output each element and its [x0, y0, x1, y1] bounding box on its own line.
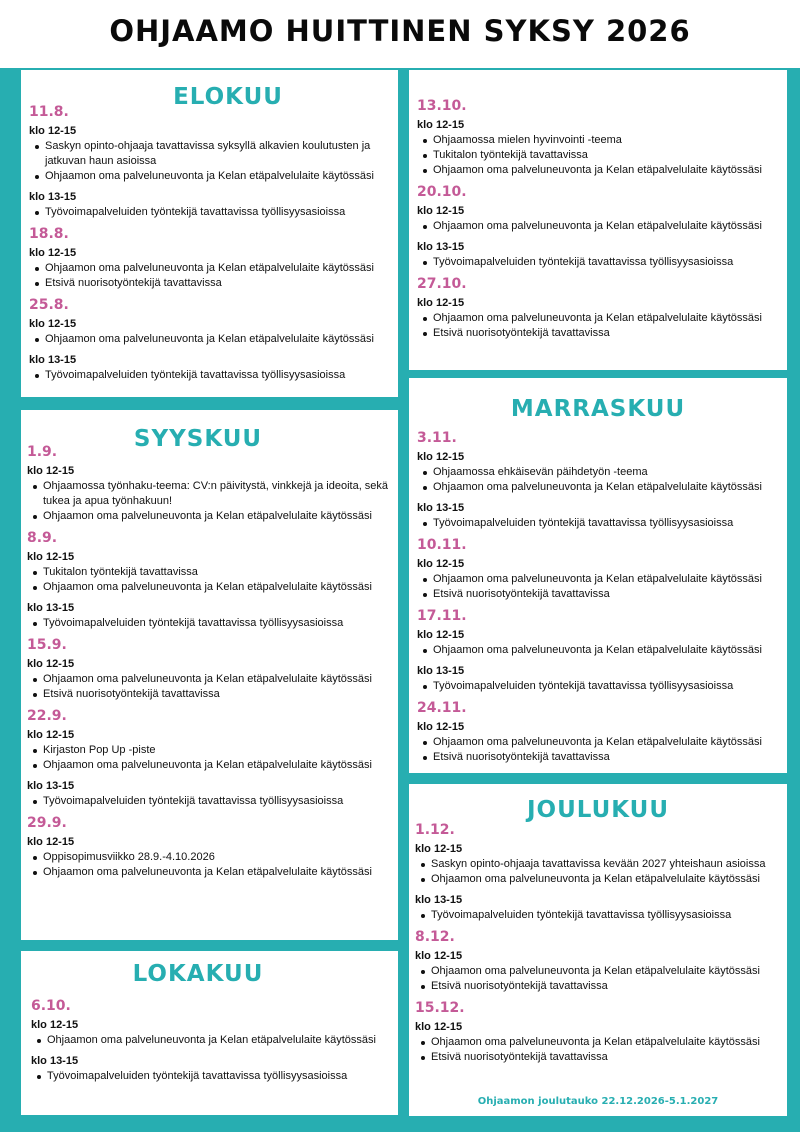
event-item: Etsivä nuorisotyöntekijä tavattavissa — [433, 750, 781, 765]
time-slot — [415, 1020, 781, 1065]
event-item: Ohjaamossa ehkäisevän päihdetyön -teema — [433, 465, 781, 480]
day-block — [29, 297, 391, 383]
time-slot — [417, 557, 781, 602]
time-slot — [31, 1018, 376, 1048]
event-list — [27, 616, 391, 631]
event-list — [29, 261, 391, 291]
time-label: klo 12-15 — [29, 247, 77, 259]
event-item: Ohjaamon oma palveluneuvonta ja Kelan etäpalvelulaite käytössäsi — [431, 872, 781, 887]
time-slot — [415, 949, 781, 994]
event-item: Ohjaamossa mielen hyvinvointi -teema — [433, 133, 781, 148]
time-slot — [27, 779, 391, 809]
events-elokuu — [29, 100, 391, 389]
page-title: OHJAAMO HUITTINEN SYKSY 2026 — [109, 14, 691, 48]
time-label: klo 12-15 — [417, 558, 465, 570]
event-item: Ohjaamon oma palveluneuvonta ja Kelan etäpalvelulaite käytössäsi — [43, 580, 391, 595]
time-label: klo 13-15 — [31, 1055, 79, 1067]
event-item: Ohjaamon oma palveluneuvonta ja Kelan etäpalvelulaite käytössäsi — [43, 672, 391, 687]
event-item: Etsivä nuorisotyöntekijä tavattavissa — [431, 1050, 781, 1065]
day-block — [417, 276, 781, 341]
event-item: Etsivä nuorisotyöntekijä tavattavissa — [431, 979, 781, 994]
event-item: Ohjaamon oma palveluneuvonta ja Kelan etäpalvelulaite käytössäsi — [47, 1034, 376, 1046]
date-heading: 8.9. — [27, 530, 58, 546]
event-item: Ohjaamon oma palveluneuvonta ja Kelan etäpalvelulaite käytössäsi — [433, 572, 781, 587]
time-slot — [417, 628, 781, 658]
time-slot — [29, 124, 391, 184]
date-heading: 6.10. — [31, 998, 71, 1014]
holiday-break-note: Ohjaamon joulutauko 22.12.2026-5.1.2027 — [477, 1096, 719, 1107]
date-heading: 20.10. — [417, 184, 467, 200]
events-lokakuu-continued — [417, 94, 781, 347]
month-title-syyskuu: SYYSKUU — [133, 426, 263, 452]
event-item: Ohjaamon oma palveluneuvonta ja Kelan etäpalvelulaite käytössäsi — [433, 480, 781, 495]
event-list — [27, 743, 391, 773]
time-label: klo 12-15 — [415, 950, 463, 962]
event-item: Ohjaamon oma palveluneuvonta ja Kelan etäpalvelulaite käytössäsi — [433, 311, 781, 326]
day-block — [415, 1000, 781, 1065]
event-list — [417, 465, 781, 495]
event-item: Ohjaamon oma palveluneuvonta ja Kelan etäpalvelulaite käytössäsi — [431, 964, 781, 979]
event-item: Etsivä nuorisotyöntekijä tavattavissa — [43, 687, 391, 702]
event-item: Työvoimapalveluiden työntekijä tavattavissa työllisyysasioissa — [43, 794, 391, 809]
time-label: klo 13-15 — [417, 502, 465, 514]
time-label: klo 12-15 — [417, 297, 465, 309]
event-list — [31, 1033, 376, 1048]
event-item: Saskyn opinto-ohjaaja tavattavissa kevään 2027 yhteishaun asioissa — [431, 857, 781, 872]
day-block — [417, 608, 781, 694]
time-slot — [417, 501, 781, 531]
event-list — [29, 368, 391, 383]
event-item: Kirjaston Pop Up -piste — [43, 743, 391, 758]
event-item: Työvoimapalveluiden työntekijä tavattavissa työllisyysasioissa — [433, 679, 781, 694]
time-slot — [417, 296, 781, 341]
time-slot — [27, 728, 391, 773]
event-item: Ohjaamossa työnhaku-teema: CV:n päivitystä, vinkkejä ja ideoita, sekä tukea ja apua työnhakuun! — [43, 479, 391, 509]
event-item: Etsivä nuorisotyöntekijä tavattavissa — [45, 276, 391, 291]
time-label: klo 13-15 — [29, 354, 77, 366]
event-item: Ohjaamon oma palveluneuvonta ja Kelan etäpalvelulaite käytössäsi — [431, 1035, 781, 1050]
time-slot — [29, 190, 391, 220]
event-item: Etsivä nuorisotyöntekijä tavattavissa — [433, 326, 781, 341]
event-item: Ohjaamon oma palveluneuvonta ja Kelan etäpalvelulaite käytössäsi — [43, 509, 391, 524]
event-item: Ohjaamon oma palveluneuvonta ja Kelan etäpalvelulaite käytössäsi — [433, 219, 781, 234]
event-item: Ohjaamon oma palveluneuvonta ja Kelan etäpalvelulaite käytössäsi — [45, 169, 391, 184]
event-item: Tukitalon työntekijä tavattavissa — [433, 148, 781, 163]
time-label: klo 13-15 — [27, 602, 75, 614]
time-slot — [417, 240, 781, 270]
event-list — [417, 572, 781, 602]
date-heading: 24.11. — [417, 700, 467, 716]
event-list — [417, 133, 781, 178]
time-label: klo 13-15 — [415, 894, 463, 906]
time-slot — [29, 246, 391, 291]
events-lokakuu — [31, 994, 376, 1090]
date-heading: 1.12. — [415, 822, 455, 838]
event-item: Tukitalon työntekijä tavattavissa — [43, 565, 391, 580]
time-label: klo 13-15 — [27, 780, 75, 792]
month-title-lokakuu: LOKAKUU — [132, 961, 264, 987]
event-list — [417, 311, 781, 341]
event-list — [29, 205, 391, 220]
event-list — [415, 964, 781, 994]
time-label: klo 12-15 — [415, 843, 463, 855]
time-label: klo 13-15 — [417, 665, 465, 677]
panel-joulukuu — [409, 784, 787, 1116]
day-block — [417, 98, 781, 178]
event-item: Työvoimapalveluiden työntekijä tavattavissa työllisyysasioissa — [431, 908, 781, 923]
day-block — [415, 929, 781, 994]
panel-syyskuu — [21, 410, 398, 940]
events-joulukuu — [415, 818, 781, 1071]
time-slot — [417, 720, 781, 765]
time-slot — [417, 118, 781, 178]
events-syyskuu — [27, 440, 391, 886]
event-list — [31, 1069, 376, 1084]
time-label: klo 12-15 — [29, 318, 77, 330]
time-label: klo 12-15 — [417, 451, 465, 463]
time-label: klo 12-15 — [417, 721, 465, 733]
event-item: Ohjaamon oma palveluneuvonta ja Kelan etäpalvelulaite käytössäsi — [433, 735, 781, 750]
event-item: Ohjaamon oma palveluneuvonta ja Kelan etäpalvelulaite käytössäsi — [433, 643, 781, 658]
time-slot — [31, 1054, 376, 1084]
date-heading: 27.10. — [417, 276, 467, 292]
event-item: Saskyn opinto-ohjaaja tavattavissa syksyllä alkavien koulutusten ja jatkuvan haun asioissa — [45, 139, 391, 169]
day-block — [27, 637, 391, 702]
event-item: Ohjaamon oma palveluneuvonta ja Kelan etäpalvelulaite käytössäsi — [433, 163, 781, 178]
time-slot — [29, 317, 391, 347]
month-title-joulukuu: JOULUKUU — [526, 797, 670, 823]
day-block — [27, 530, 391, 631]
time-slot — [415, 842, 781, 887]
time-label: klo 12-15 — [31, 1019, 79, 1031]
event-item: Etsivä nuorisotyöntekijä tavattavissa — [433, 587, 781, 602]
time-label: klo 12-15 — [27, 658, 75, 670]
time-slot — [417, 450, 781, 495]
event-list — [29, 332, 391, 347]
date-heading: 10.11. — [417, 537, 467, 553]
time-slot — [417, 664, 781, 694]
event-item: Työvoimapalveluiden työntekijä tavattavissa työllisyysasioissa — [47, 1069, 376, 1084]
event-item: Työvoimapalveluiden työntekijä tavattavissa työllisyysasioissa — [433, 516, 781, 531]
panel-marraskuu — [409, 378, 787, 773]
event-item: Työvoimapalveluiden työntekijä tavattavissa työllisyysasioissa — [433, 255, 781, 270]
time-slot — [27, 601, 391, 631]
event-list — [27, 565, 391, 595]
day-block — [417, 184, 781, 270]
day-block — [27, 444, 391, 524]
time-label: klo 12-15 — [27, 729, 75, 741]
date-heading: 29.9. — [27, 815, 67, 831]
time-label: klo 12-15 — [27, 465, 75, 477]
event-item: Ohjaamon oma palveluneuvonta ja Kelan etäpalvelulaite käytössäsi — [45, 332, 391, 347]
event-list — [417, 219, 781, 234]
day-block — [29, 104, 391, 220]
date-heading: 8.12. — [415, 929, 455, 945]
day-block — [417, 430, 781, 531]
day-block — [417, 700, 781, 765]
date-heading: 25.8. — [29, 297, 69, 313]
time-slot — [417, 204, 781, 234]
event-list — [415, 908, 781, 923]
time-label: klo 13-15 — [417, 241, 465, 253]
event-item: Oppisopimusviikko 28.9.-4.10.2026 — [43, 850, 391, 865]
panel-elokuu — [21, 70, 398, 397]
event-list — [417, 679, 781, 694]
date-heading: 11.8. — [29, 104, 69, 120]
date-heading: 15.12. — [415, 1000, 465, 1016]
time-label: klo 12-15 — [29, 125, 77, 137]
month-title-marraskuu: MARRASKUU — [510, 396, 686, 422]
time-label: klo 12-15 — [417, 205, 465, 217]
event-list — [27, 794, 391, 809]
day-block — [31, 998, 376, 1084]
day-block — [27, 708, 391, 809]
event-list — [27, 672, 391, 702]
time-label: klo 12-15 — [417, 119, 465, 131]
month-title-elokuu: ELOKUU — [173, 84, 283, 110]
event-list — [417, 643, 781, 658]
date-heading: 17.11. — [417, 608, 467, 624]
time-label: klo 12-15 — [27, 551, 75, 563]
event-list — [417, 516, 781, 531]
event-list — [27, 850, 391, 880]
time-label: klo 12-15 — [27, 836, 75, 848]
time-label: klo 13-15 — [29, 191, 77, 203]
time-label: klo 12-15 — [415, 1021, 463, 1033]
event-list — [27, 479, 391, 524]
event-item: Työvoimapalveluiden työntekijä tavattavissa työllisyysasioissa — [45, 368, 391, 383]
events-marraskuu — [417, 426, 781, 771]
event-item: Työvoimapalveluiden työntekijä tavattavissa työllisyysasioissa — [43, 616, 391, 631]
event-list — [415, 857, 781, 887]
time-slot — [27, 657, 391, 702]
event-item: Ohjaamon oma palveluneuvonta ja Kelan etäpalvelulaite käytössäsi — [45, 261, 391, 276]
event-list — [29, 139, 391, 184]
date-heading: 18.8. — [29, 226, 69, 242]
date-heading: 1.9. — [27, 444, 58, 460]
date-heading: 22.9. — [27, 708, 67, 724]
day-block — [417, 537, 781, 602]
day-block — [29, 226, 391, 291]
panel-lokakuu-continued — [409, 70, 787, 370]
time-label: klo 12-15 — [417, 629, 465, 641]
day-block — [415, 822, 781, 923]
event-list — [415, 1035, 781, 1065]
time-slot — [415, 893, 781, 923]
panel-lokakuu — [21, 951, 398, 1115]
time-slot — [27, 835, 391, 880]
day-block — [27, 815, 391, 880]
event-list — [417, 735, 781, 765]
date-heading: 15.9. — [27, 637, 67, 653]
time-slot — [27, 550, 391, 595]
event-item: Ohjaamon oma palveluneuvonta ja Kelan etäpalvelulaite käytössäsi — [43, 758, 391, 773]
event-list — [417, 255, 781, 270]
date-heading: 13.10. — [417, 98, 467, 114]
event-item: Ohjaamon oma palveluneuvonta ja Kelan etäpalvelulaite käytössäsi — [43, 865, 391, 880]
date-heading: 3.11. — [417, 430, 457, 446]
time-slot — [29, 353, 391, 383]
time-slot — [27, 464, 391, 524]
event-item: Työvoimapalveluiden työntekijä tavattavissa työllisyysasioissa — [45, 205, 391, 220]
